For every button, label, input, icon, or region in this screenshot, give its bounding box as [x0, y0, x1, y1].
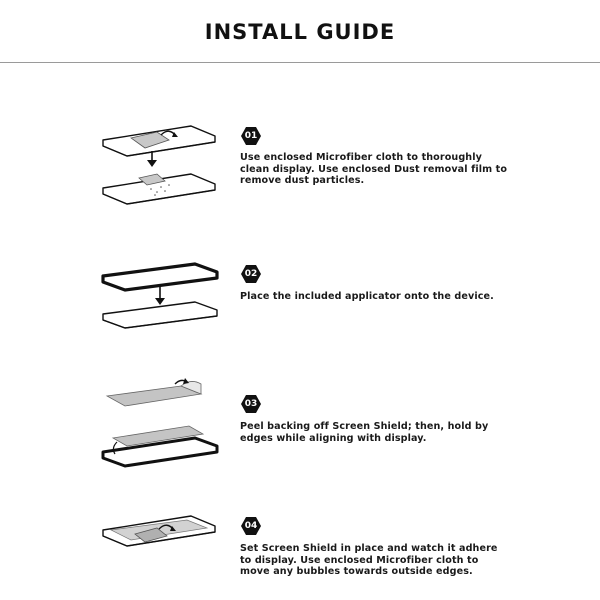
clean-display-illustration [95, 118, 225, 223]
step-number: 01 [244, 131, 258, 141]
step-description: Place the included applicator onto the device. [240, 291, 494, 302]
down-arrow-icon [155, 298, 165, 305]
step-description: Use enclosed Microfiber cloth to thoroughly clean display. Use enclosed Dust removal film to remove dust particles. [240, 152, 508, 186]
adhere-shield-illustration [95, 508, 225, 558]
down-arrow-icon [147, 160, 157, 167]
step-description: Set Screen Shield in place and watch it adhere to display. Use enclosed Microfiber cloth to move any bubbles towards outside edges. [240, 543, 498, 577]
applicator-illustration [95, 258, 225, 338]
screen-shield-shape [107, 381, 201, 406]
peel-backing-illustration [95, 376, 225, 476]
phone-shape [103, 302, 217, 328]
step-description: Peel backing off Screen Shield; then, hold by edges while aligning with display. [240, 421, 489, 444]
page-title: INSTALL GUIDE [204, 20, 396, 44]
header-divider [0, 62, 600, 63]
step-number: 04 [244, 521, 258, 531]
step-number: 02 [244, 269, 258, 279]
step-number: 03 [244, 399, 258, 409]
